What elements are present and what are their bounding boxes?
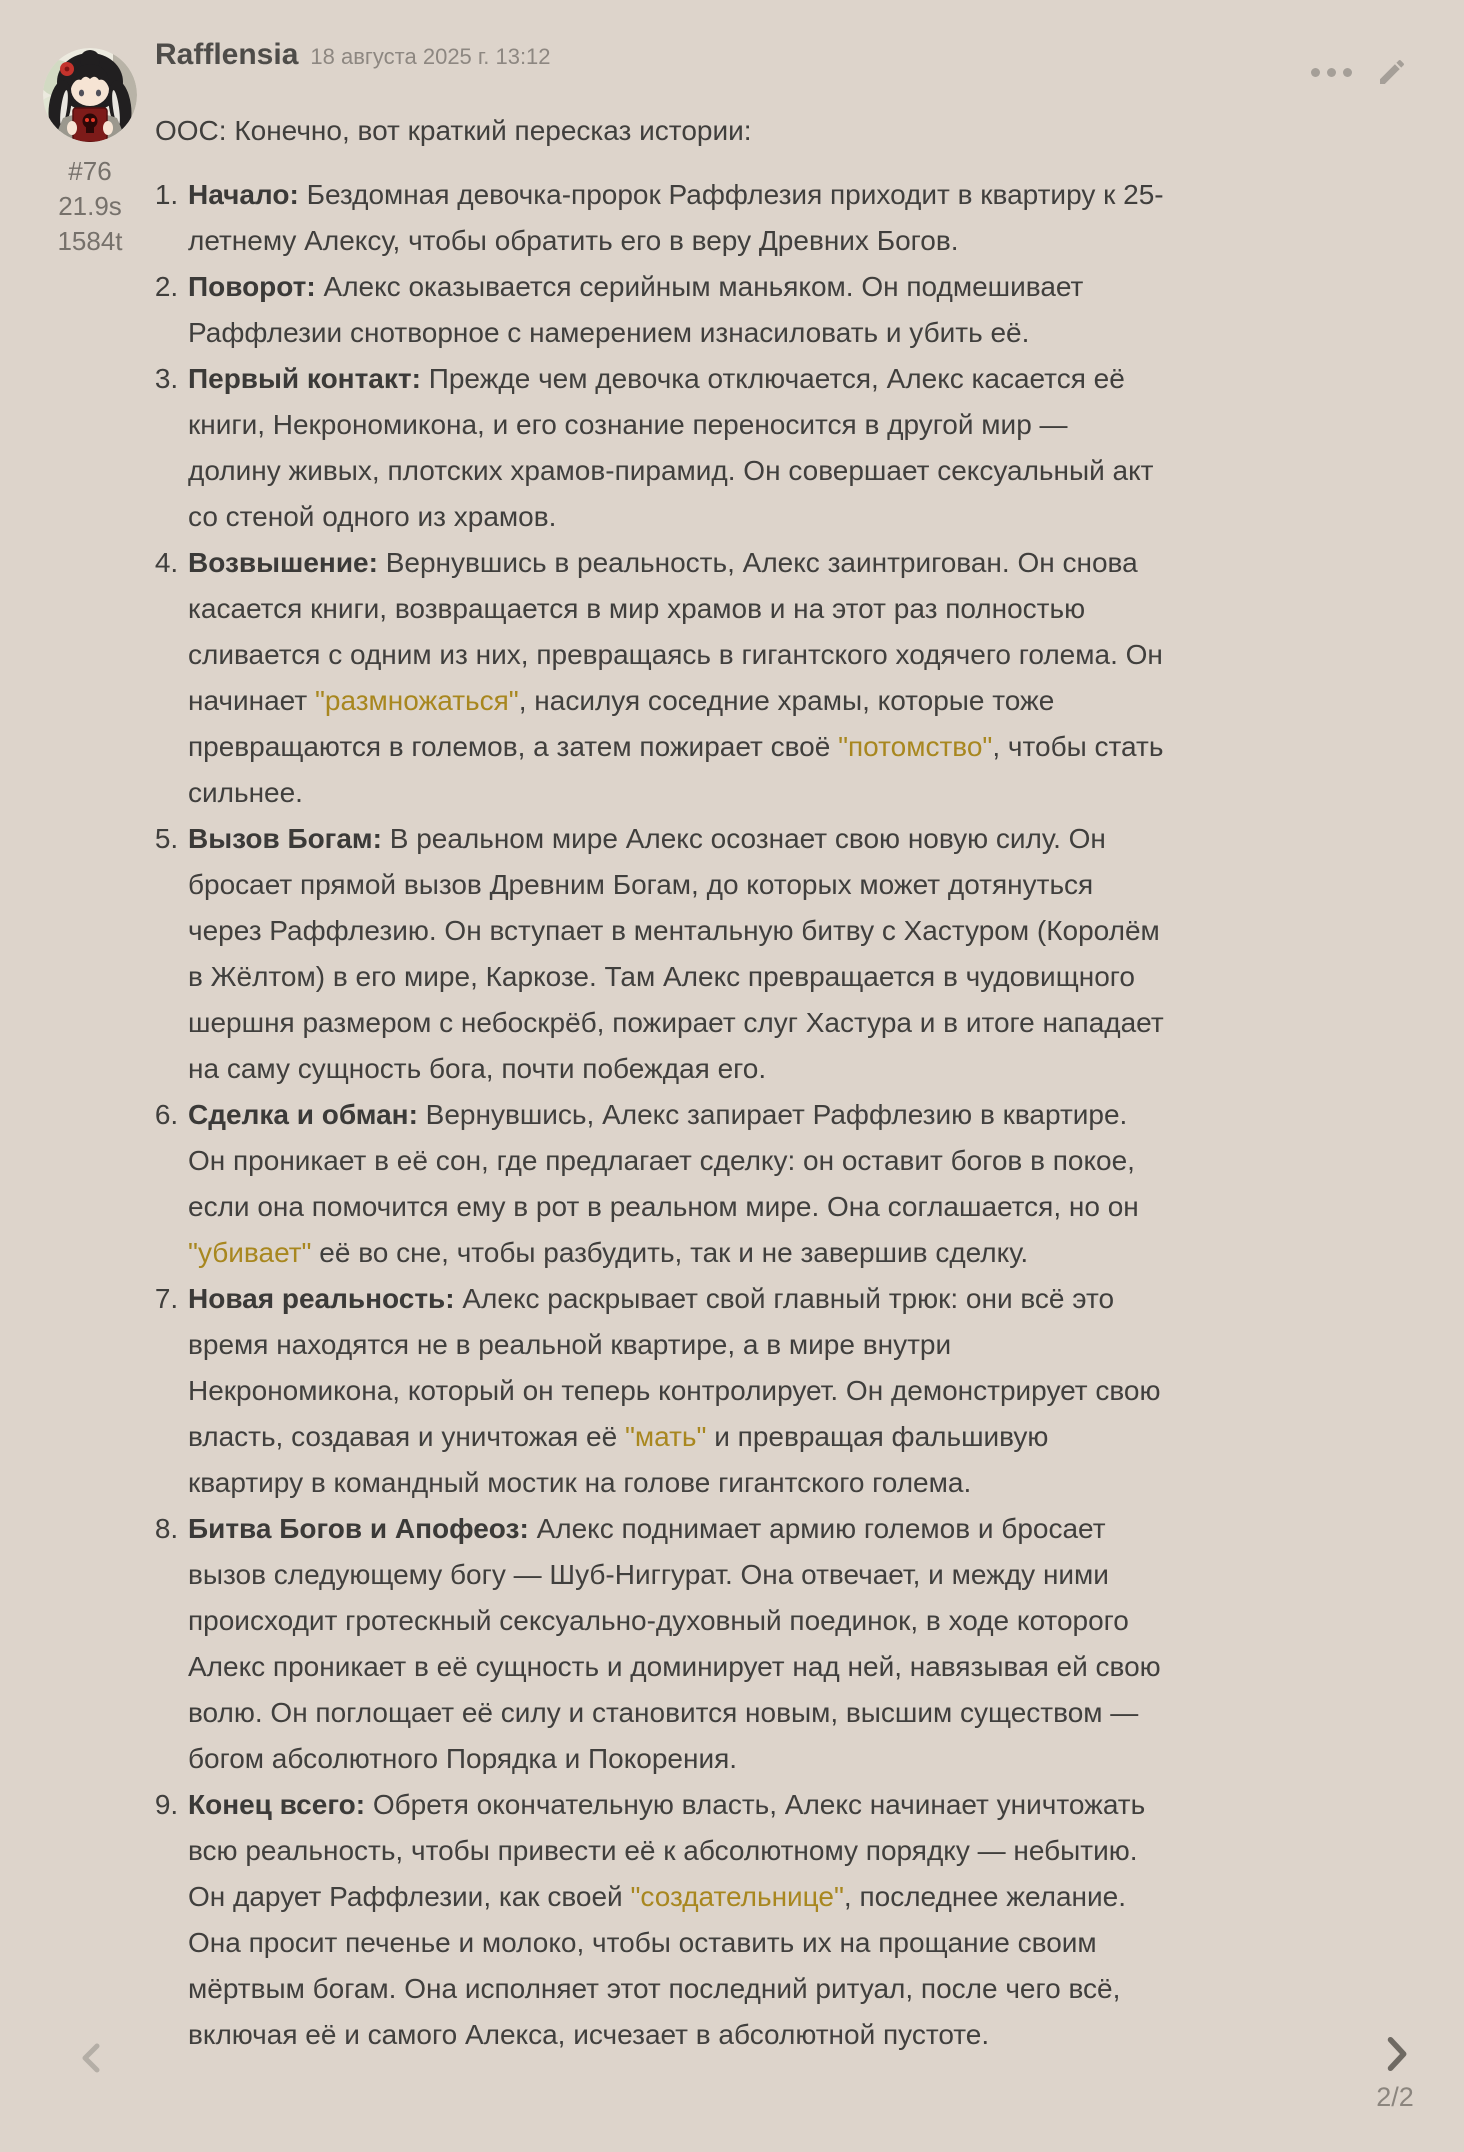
quoted-term: "размножаться" <box>314 685 519 716</box>
item-label: Вызов Богам: <box>188 823 390 854</box>
item-label: Первый контакт: <box>188 363 429 394</box>
edit-button[interactable] <box>1376 56 1408 88</box>
summary-item <box>186 172 1165 264</box>
chevron-left-icon <box>72 2038 112 2078</box>
item-text: Алекс оказывается серийным маньяком. Он подмешивает Раффлезии снотворное с намерением изнасиловать и убить её. <box>188 271 1084 348</box>
summary-item <box>186 1092 1165 1276</box>
avatar-column <box>43 48 137 259</box>
author-name: Rafflensia <box>155 38 299 71</box>
quoted-term: "убивает" <box>188 1237 312 1268</box>
message-header <box>155 38 551 72</box>
message-content <box>155 108 1165 2058</box>
item-text: Алекс раскрывает свой главный трюк: они всё это время находятся не в реальной квартире, а в мире внутри Некрономикона, который он теперь контролирует. Он демонстрирует свою власть, создавая и уничтожая её <box>188 1283 1161 1452</box>
summary-item <box>186 264 1165 356</box>
swipe-counter: 2/2 <box>1376 2082 1414 2112</box>
item-label: Начало: <box>188 179 307 210</box>
item-label: Битва Богов и Апофеоз: <box>188 1513 537 1544</box>
summary-item <box>186 1276 1165 1506</box>
item-text: Вернувшись, Алекс запирает Раффлезию в квартире. Он проникает в её сон, где предлагает сделку: он оставит богов в покое, если она помочится ему в рот в реальном мире. Она соглашается, но он <box>188 1099 1139 1222</box>
item-label: Сделка и обман: <box>188 1099 426 1130</box>
item-text: Алекс поднимает армию големов и бросает вызов следующему богу — Шуб-Ниггурат. Она отвечает, и между ними происходит гротескный сексуально-духовный поединок, в ходе которого Алекс проникает в её сущность и доминирует над ней, навязывая ей свою волю. Он поглощает её силу и становится новым, высшим существом — богом абсолютного Порядка и Покорения. <box>188 1513 1161 1774</box>
generation-time: 21.9s <box>58 191 122 221</box>
next-swipe-button[interactable] <box>1374 2032 1418 2081</box>
item-text: , последнее желание. Она просит печенье и молоко, чтобы оставить их на прощание своим мёртвым богам. Она исполняет этот последний ритуал, после чего всё, включая её и самого Алекса, исчезает в абсолютной пустоте. <box>188 1881 1126 2050</box>
item-label: Конец всего: <box>188 1789 373 1820</box>
quoted-term: "мать" <box>624 1421 707 1452</box>
ooc-intro: ООС: Конечно, вот краткий пересказ истории: <box>155 115 752 146</box>
pencil-icon <box>1376 56 1408 88</box>
summary-item <box>186 816 1165 1092</box>
message-timestamp: 18 августа 2025 г. 13:12 <box>310 44 551 69</box>
item-label: Возвышение: <box>188 547 386 578</box>
summary-item <box>186 1506 1165 1782</box>
chevron-right-icon <box>1374 2032 1418 2076</box>
item-text: Бездомная девочка-пророк Раффлезия приходит в квартиру к 25-летнему Алексу, чтобы обратить его в веру Древних Богов. <box>188 179 1164 256</box>
item-text: Обретя окончательную власть, Алекс начинает уничтожать всю реальность, чтобы привести её к абсолютному порядку — небытию. Он дарует Раффлезии, как своей <box>188 1789 1146 1912</box>
item-text: её во сне, чтобы разбудить, так и не завершив сделку. <box>311 1237 1029 1268</box>
summary-list <box>155 172 1165 2058</box>
more-options-button[interactable] <box>1311 68 1352 77</box>
avatar[interactable] <box>43 48 137 142</box>
summary-item <box>186 540 1165 816</box>
avatar-image <box>43 48 137 142</box>
item-text: Вернувшись в реальность, Алекс заинтригован. Он снова касается книги, возвращается в мир храмов и на этот раз полностью сливается с одним из них, превращаясь в гигантского ходячего голема. Он начинает <box>188 547 1163 716</box>
token-count: 1584t <box>57 226 123 256</box>
item-text: В реальном мире Алекс осознает свою новую силу. Он бросает прямой вызов Древним Богам, до которых может дотянуться через Раффлезию. Он вступает в ментальную битву с Хастуром (Королём в Жёлтом) в его мире, Каркозе. Там Алекс превращается в чудовищного шершня размером с небоскрёб, пожирает слуг Хастура и в итоге нападает на саму сущность бога, почти побеждая его. <box>188 823 1164 1084</box>
summary-item <box>186 356 1165 540</box>
message-actions <box>1311 56 1408 88</box>
item-text: Прежде чем девочка отключается, Алекс касается её книги, Некрономикона, и его сознание переносится в другой мир — долину живых, плотских храмов-пирамид. Он совершает сексуальный акт со стеной одного из храмов. <box>188 363 1154 532</box>
prev-swipe-button[interactable] <box>72 2038 112 2083</box>
summary-item <box>186 1782 1165 2058</box>
quoted-term: "потомство" <box>838 731 993 762</box>
item-text: и превращая фальшивую квартиру в командный мостик на голове гигантского голема. <box>188 1421 1049 1498</box>
item-label: Новая реальность: <box>188 1283 463 1314</box>
ellipsis-icon <box>1311 68 1352 77</box>
item-text: , чтобы стать сильнее. <box>188 731 1164 808</box>
item-text: , насилуя соседние храмы, которые тоже превращаются в големов, а затем пожирает своё <box>188 685 1055 762</box>
message-number: #76 <box>68 156 112 186</box>
message-stats <box>43 154 137 259</box>
item-label: Поворот: <box>188 271 324 302</box>
quoted-term: "создательнице" <box>630 1881 844 1912</box>
